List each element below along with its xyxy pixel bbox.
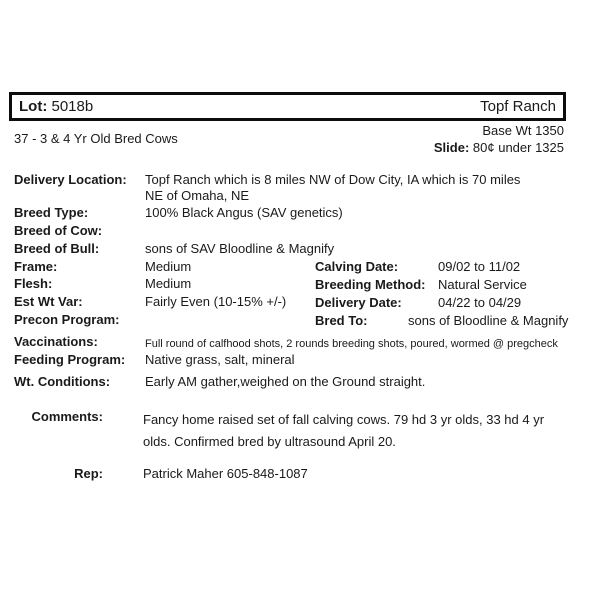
- field-precon-program: [14, 312, 145, 328]
- flesh-label: Flesh:: [14, 276, 53, 291]
- rep-label: Rep:: [74, 466, 103, 481]
- wt-conditions-value: Early AM gather,weighed on the Ground straight.: [145, 374, 426, 389]
- field-vaccinations: [14, 334, 558, 352]
- est-wt-var-label: Est Wt Var:: [14, 294, 83, 309]
- breeding-method-value: Natural Service: [438, 277, 527, 292]
- delivery-date-value: 04/22 to 04/29: [438, 295, 522, 310]
- breed-of-bull-value: sons of SAV Bloodline & Magnify: [145, 241, 335, 256]
- field-delivery-location: [14, 172, 520, 204]
- base-weight: Base Wt 1350: [482, 123, 564, 138]
- delivery-location-value: [145, 172, 520, 204]
- breeding-method-label: Breeding Method:: [315, 277, 426, 292]
- vaccinations-value: Full round of calfhood shots, 2 rounds breeding shots, poured, wormed @ pregcheck: [145, 338, 558, 350]
- field-feeding-program: [14, 352, 295, 368]
- precon-program-label: Precon Program:: [14, 312, 120, 327]
- calving-date-label: Calving Date:: [315, 259, 399, 274]
- field-bred-to: [315, 313, 568, 329]
- calving-date-value: 09/02 to 11/02: [438, 259, 521, 274]
- wt-conditions-label: Wt. Conditions:: [14, 374, 111, 389]
- feeding-program-value: Native grass, salt, mineral: [145, 352, 295, 367]
- vaccinations-label: Vaccinations:: [14, 334, 98, 349]
- breed-of-bull-label: Breed of Bull:: [14, 241, 100, 256]
- breed-type-value: 100% Black Angus (SAV genetics): [145, 205, 343, 220]
- comments-line1: Fancy home raised set of fall calving cows. 79 hd 3 yr olds, 33 hd 4 yr: [143, 412, 545, 427]
- field-breeding-method: [315, 277, 527, 293]
- field-frame: [14, 259, 191, 275]
- delivery-location-line2: NE of Omaha, NE: [145, 188, 250, 203]
- frame-label: Frame:: [14, 259, 58, 274]
- slide-info: [434, 139, 564, 156]
- bred-to-label: Bred To:: [315, 313, 368, 328]
- field-est-wt-var: [14, 294, 286, 310]
- slide-value: 80¢ under 1325: [472, 140, 564, 155]
- breed-of-cow-label: Breed of Cow:: [14, 223, 103, 238]
- lot-label: Lot:: [19, 98, 48, 115]
- lot-number: 5018b: [51, 98, 94, 115]
- field-flesh: [14, 276, 191, 292]
- field-breed-type: [14, 205, 343, 221]
- comments-line2: olds. Confirmed bred by ultrasound April 20.: [143, 434, 396, 449]
- delivery-location-line1: Topf Ranch which is 8 miles NW of Dow City, IA which is 70 miles: [145, 172, 521, 187]
- bred-to-value: sons of Bloodline & Magnify: [408, 313, 569, 328]
- field-calving-date: [315, 259, 520, 275]
- field-breed-of-cow: [14, 223, 145, 239]
- frame-value: Medium: [145, 259, 192, 274]
- feeding-program-label: Feeding Program:: [14, 352, 126, 367]
- lot-description: 37 - 3 & 4 Yr Old Bred Cows: [14, 131, 178, 146]
- consignor-name: Topf Ranch: [480, 98, 556, 115]
- rep-value: Patrick Maher 605-848-1087: [143, 466, 308, 481]
- slide-label: Slide:: [433, 140, 470, 155]
- field-wt-conditions: [14, 374, 425, 390]
- lot-header-box: [9, 92, 566, 121]
- weight-info: [434, 122, 564, 156]
- flesh-value: Medium: [145, 276, 192, 291]
- comments-label: Comments:: [31, 409, 103, 424]
- comments-value: [143, 409, 544, 453]
- breed-type-label: Breed Type:: [14, 205, 89, 220]
- delivery-location-label: Delivery Location:: [14, 172, 127, 187]
- lot-number-group: [19, 98, 93, 115]
- field-breed-of-bull: [14, 241, 334, 257]
- field-rep: [14, 466, 308, 482]
- field-delivery-date: [315, 295, 521, 311]
- est-wt-var-value: Fairly Even (10-15% +/-): [145, 294, 287, 309]
- delivery-date-label: Delivery Date:: [315, 295, 402, 310]
- field-comments: [14, 409, 544, 453]
